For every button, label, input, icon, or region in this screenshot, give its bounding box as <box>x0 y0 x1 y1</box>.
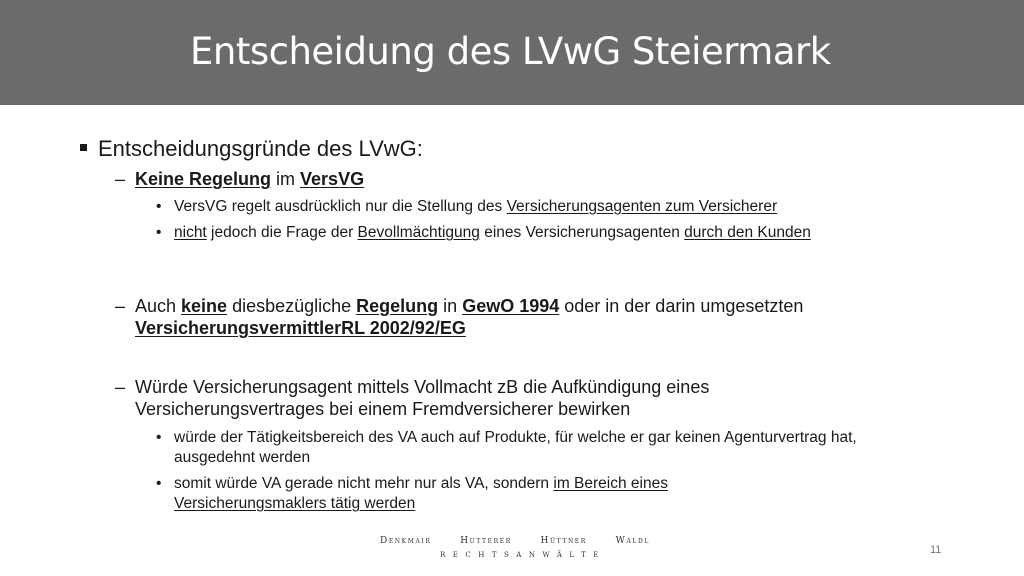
slide-title: Entscheidung des LVwG Steiermark <box>190 30 831 73</box>
item-1-text: VersVG regelt ausdrücklich nur die Stellung des Versicherungsagenten zum Versicherer <box>174 198 778 215</box>
square-bullet-icon <box>80 144 87 151</box>
partner-name: Denkmair <box>380 536 432 546</box>
dash-bullet-icon: – <box>115 377 126 397</box>
main-bullet-text: Entscheidungsgründe des LVwG: <box>98 136 423 161</box>
item-2-text: nicht jedoch die Frage der Bevollmächtigung eines Versicherungsagenten durch den Kunden <box>174 224 811 241</box>
page-number: 11 <box>930 544 942 556</box>
partner-name: Hüttner <box>540 536 587 546</box>
firm-subtitle: RECHTSANWÄLTE <box>440 551 606 559</box>
sub-bullet-1-text: Keine Regelung im VersVG <box>135 169 365 189</box>
item-3-text: würde der Tätigkeitsbereich des VA auch auf Produkte, für welche er gar keinen Agenturvertrag hat, ausgedehnt werden <box>174 429 857 466</box>
dot-bullet-icon: • <box>156 429 162 446</box>
firm-partner-names <box>380 536 650 546</box>
sub-bullet-2-text: Auch keine diesbezügliche Regelung in GewO 1994 oder in der darin umgesetzten VersicherungsvermittlerRL 2002/92/EG <box>135 296 804 338</box>
partner-name: Hutterer <box>460 536 512 546</box>
dot-bullet-icon: • <box>156 224 162 241</box>
firm-logo <box>380 536 650 566</box>
item-4-text: somit würde VA gerade nicht mehr nur als VA, sondern im Bereich eines Versicherungsmaklers tätig werden <box>174 475 668 512</box>
partner-name: Waldl <box>615 536 650 546</box>
dash-bullet-icon: – <box>115 169 126 189</box>
dash-bullet-icon: – <box>115 296 126 316</box>
dot-bullet-icon: • <box>156 198 162 215</box>
dot-bullet-icon: • <box>156 475 162 492</box>
title-bar <box>0 0 1024 105</box>
sub-bullet-3-text: Würde Versicherungsagent mittels Vollmacht zB die Aufkündigung eines Versicherungsvertrages bei einem Fremdversicherer bewirken <box>135 377 710 419</box>
